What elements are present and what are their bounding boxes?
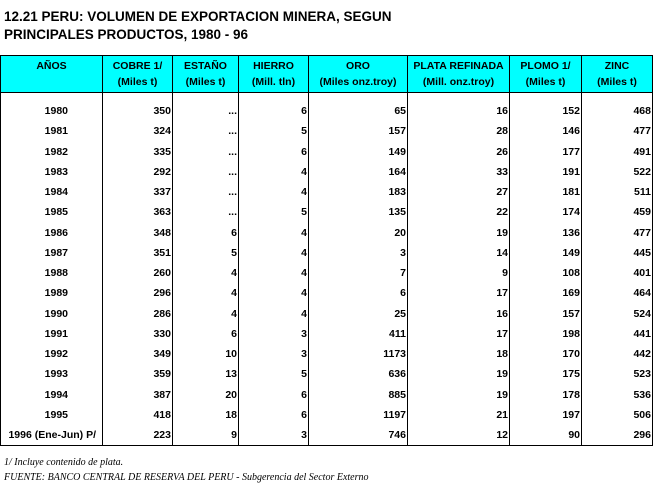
- cell-anos: 1986: [1, 223, 103, 243]
- table-header: [1, 56, 653, 93]
- cell-anos: 1993: [1, 364, 103, 384]
- cell-plomo: 149: [510, 243, 582, 263]
- cell-cobre: 359: [103, 364, 173, 384]
- table-row: [1, 182, 653, 202]
- table-row: [1, 263, 653, 283]
- cell-estano: ...: [173, 202, 239, 222]
- spacer-cell: [173, 93, 239, 102]
- cell-oro: 746: [309, 425, 408, 446]
- cell-zinc: 491: [582, 142, 653, 162]
- cell-hierro: 6: [239, 385, 309, 405]
- cell-plomo: 177: [510, 142, 582, 162]
- cell-cobre: 349: [103, 344, 173, 364]
- cell-plomo: 175: [510, 364, 582, 384]
- cell-oro: 183: [309, 182, 408, 202]
- cell-anos: 1980: [1, 101, 103, 121]
- column-header-oro: ORO: [309, 56, 408, 75]
- cell-cobre: 330: [103, 324, 173, 344]
- cell-plomo: 181: [510, 182, 582, 202]
- cell-anos: 1982: [1, 142, 103, 162]
- cell-hierro: 3: [239, 425, 309, 446]
- cell-oro: 65: [309, 101, 408, 121]
- cell-zinc: 506: [582, 405, 653, 425]
- table-spacer-row: [1, 93, 653, 102]
- cell-plata: 9: [408, 263, 510, 283]
- cell-anos: 1992: [1, 344, 103, 364]
- cell-estano: 10: [173, 344, 239, 364]
- spacer-cell: [582, 93, 653, 102]
- cell-hierro: 4: [239, 243, 309, 263]
- cell-zinc: 441: [582, 324, 653, 344]
- cell-cobre: 324: [103, 121, 173, 141]
- cell-cobre: 337: [103, 182, 173, 202]
- cell-plomo: 174: [510, 202, 582, 222]
- column-header-plata: PLATA REFINADA: [408, 56, 510, 75]
- cell-estano: 9: [173, 425, 239, 446]
- table-notes: [4, 455, 369, 485]
- column-header-zinc: ZINC: [582, 56, 653, 75]
- table-row: [1, 223, 653, 243]
- header-names-row: [1, 56, 653, 75]
- cell-oro: 1197: [309, 405, 408, 425]
- cell-anos: 1984: [1, 182, 103, 202]
- spacer-cell: [510, 93, 582, 102]
- cell-oro: 164: [309, 162, 408, 182]
- cell-hierro: 5: [239, 202, 309, 222]
- cell-estano: ...: [173, 162, 239, 182]
- cell-oro: 885: [309, 385, 408, 405]
- cell-hierro: 4: [239, 182, 309, 202]
- table-row: [1, 162, 653, 182]
- column-unit-estano: (Miles t): [173, 74, 239, 93]
- table-body: [1, 93, 653, 446]
- cell-hierro: 4: [239, 162, 309, 182]
- cell-oro: 149: [309, 142, 408, 162]
- table-row: [1, 425, 653, 446]
- cell-hierro: 3: [239, 324, 309, 344]
- cell-zinc: 524: [582, 304, 653, 324]
- column-header-cobre: COBRE 1/: [103, 56, 173, 75]
- cell-plomo: 136: [510, 223, 582, 243]
- cell-hierro: 6: [239, 142, 309, 162]
- cell-plomo: 90: [510, 425, 582, 446]
- cell-plomo: 152: [510, 101, 582, 121]
- cell-cobre: 351: [103, 243, 173, 263]
- cell-estano: 4: [173, 304, 239, 324]
- cell-cobre: 350: [103, 101, 173, 121]
- cell-anos: 1985: [1, 202, 103, 222]
- cell-plomo: 178: [510, 385, 582, 405]
- column-unit-plomo: (Miles t): [510, 74, 582, 93]
- table-row: [1, 283, 653, 303]
- cell-cobre: 363: [103, 202, 173, 222]
- cell-estano: 18: [173, 405, 239, 425]
- cell-plata: 19: [408, 223, 510, 243]
- cell-hierro: 4: [239, 304, 309, 324]
- cell-cobre: 286: [103, 304, 173, 324]
- cell-plata: 16: [408, 101, 510, 121]
- table-row: [1, 202, 653, 222]
- cell-plomo: 108: [510, 263, 582, 283]
- cell-plomo: 191: [510, 162, 582, 182]
- cell-oro: 25: [309, 304, 408, 324]
- table-row: [1, 121, 653, 141]
- cell-oro: 20: [309, 223, 408, 243]
- cell-estano: ...: [173, 101, 239, 121]
- column-unit-cobre: (Miles t): [103, 74, 173, 93]
- cell-oro: 3: [309, 243, 408, 263]
- cell-anos: 1989: [1, 283, 103, 303]
- column-unit-anos: [1, 74, 103, 93]
- table-row: [1, 243, 653, 263]
- table-row: [1, 405, 653, 425]
- cell-estano: 6: [173, 324, 239, 344]
- cell-plomo: 169: [510, 283, 582, 303]
- cell-plomo: 198: [510, 324, 582, 344]
- cell-anos: 1988: [1, 263, 103, 283]
- header-units-row: [1, 74, 653, 93]
- cell-plata: 16: [408, 304, 510, 324]
- cell-plata: 12: [408, 425, 510, 446]
- cell-zinc: 468: [582, 101, 653, 121]
- cell-plata: 19: [408, 385, 510, 405]
- cell-zinc: 523: [582, 364, 653, 384]
- column-header-estano: ESTAÑO: [173, 56, 239, 75]
- cell-cobre: 348: [103, 223, 173, 243]
- cell-plomo: 197: [510, 405, 582, 425]
- cell-anos: 1994: [1, 385, 103, 405]
- cell-anos: 1983: [1, 162, 103, 182]
- cell-hierro: 4: [239, 223, 309, 243]
- cell-estano: 6: [173, 223, 239, 243]
- cell-estano: 4: [173, 263, 239, 283]
- cell-plata: 27: [408, 182, 510, 202]
- column-unit-hierro: (Mill. tln): [239, 74, 309, 93]
- table-row: [1, 304, 653, 324]
- spacer-cell: [1, 93, 103, 102]
- cell-estano: 13: [173, 364, 239, 384]
- cell-oro: 135: [309, 202, 408, 222]
- cell-hierro: 3: [239, 344, 309, 364]
- cell-cobre: 335: [103, 142, 173, 162]
- table-row: [1, 101, 653, 121]
- cell-zinc: 511: [582, 182, 653, 202]
- column-unit-plata: (Mill. onz.troy): [408, 74, 510, 93]
- cell-plomo: 157: [510, 304, 582, 324]
- cell-cobre: 418: [103, 405, 173, 425]
- table-row: [1, 385, 653, 405]
- cell-cobre: 387: [103, 385, 173, 405]
- table-row: [1, 324, 653, 344]
- title-line-2: PRINCIPALES PRODUCTOS, 1980 - 96: [4, 27, 249, 42]
- column-header-plomo: PLOMO 1/: [510, 56, 582, 75]
- cell-oro: 7: [309, 263, 408, 283]
- cell-oro: 6: [309, 283, 408, 303]
- column-header-hierro: HIERRO: [239, 56, 309, 75]
- cell-zinc: 445: [582, 243, 653, 263]
- title-line-1: 12.21 PERU: VOLUMEN DE EXPORTACION MINERA, SEGUN: [4, 9, 392, 24]
- cell-anos: 1991: [1, 324, 103, 344]
- cell-plomo: 170: [510, 344, 582, 364]
- table-row: [1, 142, 653, 162]
- cell-oro: 411: [309, 324, 408, 344]
- column-unit-zinc: (Miles t): [582, 74, 653, 93]
- cell-zinc: 477: [582, 223, 653, 243]
- table-row: [1, 364, 653, 384]
- cell-hierro: 4: [239, 283, 309, 303]
- cell-zinc: 442: [582, 344, 653, 364]
- column-unit-oro: (Miles onz.troy): [309, 74, 408, 93]
- cell-plata: 22: [408, 202, 510, 222]
- cell-zinc: 477: [582, 121, 653, 141]
- cell-zinc: 401: [582, 263, 653, 283]
- cell-cobre: 260: [103, 263, 173, 283]
- cell-plata: 18: [408, 344, 510, 364]
- spacer-cell: [309, 93, 408, 102]
- cell-oro: 157: [309, 121, 408, 141]
- cell-anos: 1996 (Ene-Jun) P/: [1, 425, 103, 446]
- cell-zinc: 536: [582, 385, 653, 405]
- cell-zinc: 296: [582, 425, 653, 446]
- cell-hierro: 6: [239, 405, 309, 425]
- footnote-text: 1/ Incluye contenido de plata.: [4, 457, 124, 468]
- export-volume-table: [0, 55, 653, 446]
- cell-plata: 28: [408, 121, 510, 141]
- cell-cobre: 292: [103, 162, 173, 182]
- spacer-cell: [103, 93, 173, 102]
- cell-plata: 17: [408, 324, 510, 344]
- cell-zinc: 459: [582, 202, 653, 222]
- cell-estano: ...: [173, 182, 239, 202]
- cell-plata: 21: [408, 405, 510, 425]
- spacer-cell: [239, 93, 309, 102]
- cell-anos: 1981: [1, 121, 103, 141]
- cell-oro: 636: [309, 364, 408, 384]
- cell-hierro: 5: [239, 121, 309, 141]
- cell-anos: 1987: [1, 243, 103, 263]
- cell-estano: 5: [173, 243, 239, 263]
- cell-anos: 1995: [1, 405, 103, 425]
- cell-zinc: 522: [582, 162, 653, 182]
- cell-plata: 26: [408, 142, 510, 162]
- source-text: FUENTE: BANCO CENTRAL DE RESERVA DEL PERU - Subgerencia del Sector Externo: [4, 472, 369, 483]
- spacer-cell: [408, 93, 510, 102]
- cell-anos: 1990: [1, 304, 103, 324]
- table-row: [1, 344, 653, 364]
- cell-estano: ...: [173, 121, 239, 141]
- cell-hierro: 5: [239, 364, 309, 384]
- table-title: [4, 8, 392, 44]
- cell-estano: ...: [173, 142, 239, 162]
- cell-cobre: 296: [103, 283, 173, 303]
- cell-zinc: 464: [582, 283, 653, 303]
- column-header-anos: AÑOS: [1, 56, 103, 75]
- cell-plata: 14: [408, 243, 510, 263]
- cell-estano: 20: [173, 385, 239, 405]
- cell-hierro: 4: [239, 263, 309, 283]
- cell-plata: 19: [408, 364, 510, 384]
- cell-estano: 4: [173, 283, 239, 303]
- cell-cobre: 223: [103, 425, 173, 446]
- cell-oro: 1173: [309, 344, 408, 364]
- cell-hierro: 6: [239, 101, 309, 121]
- cell-plomo: 146: [510, 121, 582, 141]
- cell-plata: 33: [408, 162, 510, 182]
- cell-plata: 17: [408, 283, 510, 303]
